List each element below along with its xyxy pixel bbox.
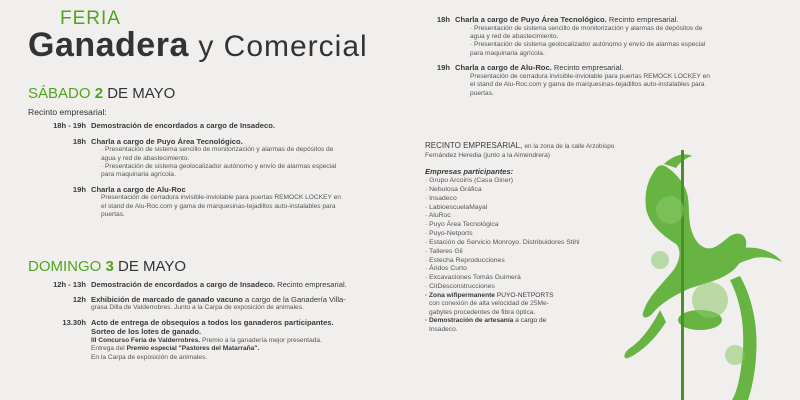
list-item: · CitDesconstrucciones	[425, 283, 495, 291]
recinto-section: RECINTO EMPRESARIAL, en la zona de la calle Arzobispo Fernández Heredia (junto a la Almendrera) Empresas participantes: · Grupo Arcoiris (Casa Giner) · Nebulosa Gráfica · Insadeco · LabioescuelaMayal · AluRoc · Puyo Área Tecnológica · Puyo-Netports · Estación de Servicio Monroyo. Distribuidores Stihl · Talleres Gil · Estecha Reproducciones · Áridos Curto · Excavaciones Tomás Guimerà · CitDesconstrucciones · Zona wifipermanente PUYO-NETPORTS con conexión de alta velocidad de 25Me- gabytes procedentes de fibra óptica. · Demostración de artesanía a cargo de Insadeco.	[425, 140, 625, 334]
title-comercial: y Comercial	[198, 30, 368, 63]
saturday-events: 18h - 19h Demostración de encordados a cargo de Insadeco. 18h Charla a cargo de Puyo Área Tecnológico. · Presentación de sistema sencillo de monitorización y alarmas de depósitos de agua y red de abastecimiento. · Presentación de sistema geolocalizador autónomo y envío de alarmas especial para maquinaria agrícola. 19h Charla a cargo de Alu-Roc Presentación de cerradura invisible-inviolable para puertas REMOCK LOCKEY en el stand de Alu-Roc.com y gama de marquesinas-tejadillos auto-instalables para puertas.	[28, 121, 408, 220]
list-item: 18h Charla a cargo de Puyo Área Tecnológico. Recinto empresarial.	[436, 15, 679, 24]
list-item: 18h Charla a cargo de Puyo Área Tecnológico.	[72, 136, 243, 146]
list-item: 18h - 19h Demostración de encordados a cargo de Insadeco.	[53, 121, 275, 130]
list-item: · AluRoc	[425, 212, 451, 220]
participants-list	[425, 177, 625, 292]
list-item: · Puyo Área Tecnológica	[425, 221, 499, 229]
list-item: · Áridos Curto	[425, 265, 467, 273]
sunday-events: 12h - 13h Demostración de encordados a cargo de Insadeco. Recinto empresarial. 12h Exhibición de marcado de ganado vacuno a cargo de la Ganadería Villa- grasa Dilla de Valderrobres. Junto a la Carpa de exposición de animales. 13.30h Acto de entrega de obsequios a todos los ganaderos participantes. Sorteo de los lotes de ganado. III Concurso Feria de Valderrobres. Premio a la ganadería mejor presentada. Entrega del Premio especial "Pastores del Matarraña". En la Carpa de exposición de animales.	[28, 280, 408, 362]
right-events: 18h Charla a cargo de Puyo Área Tecnológico. Recinto empresarial. · Presentación de sistema sencillo de monitorización y alarmas de depósitos de agua y red de abastecimiento. · Presentación de sistema geolocalizador autónomo y envío de alarmas especial para maquinaria agrícola. 19h Charla a cargo de Alu-Roc. Recinto empresarial. Presentación de cerradura invisible-inviolable para puertas REMOCK LOCKEY en el stand de Alu-Roc.com y gama de marquesinas-tejadillos auto-instalables para puertas.	[420, 15, 790, 98]
recinto-title: RECINTO EMPRESARIAL, en la zona de la calle Arzobispo	[425, 141, 615, 150]
list-item: · Talleres Gil	[425, 247, 463, 255]
list-item: · Nebulosa Gráfica	[425, 185, 482, 193]
sunday-heading: DOMINGO 3 DE MAYO	[28, 258, 187, 275]
title-feria: FERIA	[60, 8, 121, 29]
page-title	[28, 26, 368, 65]
list-item: · Estación de Servicio Monroyo. Distribuidores Stihl	[425, 238, 580, 246]
list-item: · Estecha Reproducciones	[425, 256, 505, 264]
participants-title: Empresas participantes:	[425, 167, 514, 177]
list-item: · Insadeco	[425, 194, 457, 202]
list-item: 13.30h Acto de entrega de obsequios a todos los ganaderos participantes.	[62, 317, 334, 327]
list-item: · Excavaciones Tomás Guimerà	[425, 274, 521, 282]
saturday-venue: Recinto empresarial:	[28, 107, 107, 117]
title-ganadera: Ganadera	[28, 26, 189, 64]
list-item: · Grupo Arcoiris (Casa Giner)	[425, 177, 514, 184]
list-item: 12h - 13h Demostración de encordados a cargo de Insadeco. Recinto empresarial.	[53, 280, 347, 289]
list-item: · Puyo-Netports	[425, 230, 473, 238]
list-item: 19h Charla a cargo de Alu-Roc. Recinto empresarial.	[436, 63, 624, 73]
saturday-heading: SÁBADO 2 DE MAYO	[28, 85, 176, 102]
list-item: 12h Exhibición de marcado de ganado vacuno a cargo de la Ganadería Villa-	[72, 294, 346, 304]
list-item: 19h Charla a cargo de Alu-Roc	[72, 184, 186, 194]
list-item: · LabioescuelaMayal	[425, 203, 488, 211]
